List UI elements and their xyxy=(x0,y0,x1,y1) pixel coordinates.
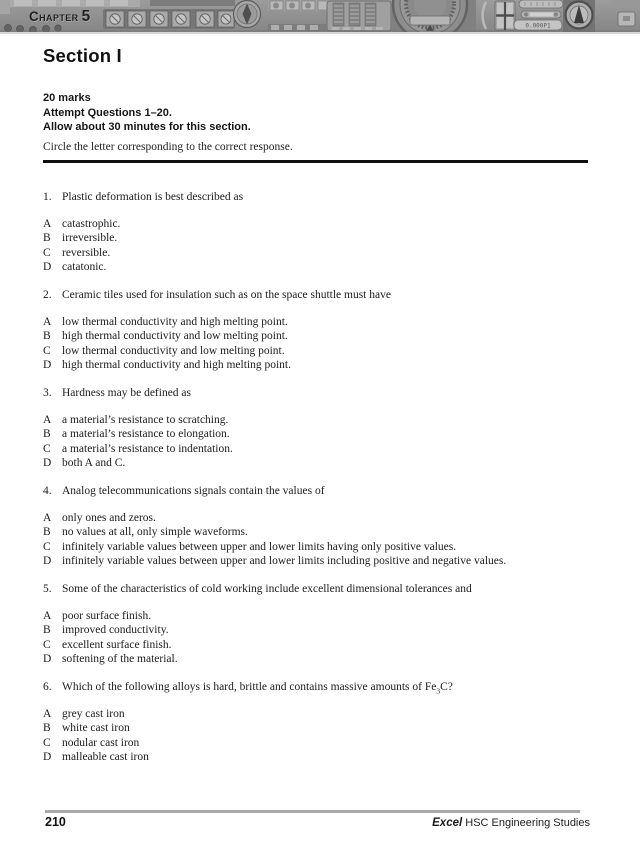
option-d xyxy=(43,456,588,471)
option-b xyxy=(43,231,588,246)
options xyxy=(43,609,588,667)
option-letter: B xyxy=(43,526,51,538)
book-title xyxy=(432,817,590,829)
question-text: Ceramic tiles used for insulation such as on the space shuttle must have xyxy=(62,288,391,301)
section-title: Section I xyxy=(43,45,122,66)
question-4 xyxy=(43,484,588,569)
option-b xyxy=(43,525,588,540)
options xyxy=(43,413,588,471)
option-letter: C xyxy=(43,246,51,259)
option-text: low thermal conductivity and high melting point. xyxy=(62,315,288,328)
option-text: infinitely variable values between upper and lower limits including positive and negative values. xyxy=(62,555,507,567)
question-3 xyxy=(43,386,588,471)
terminal-strip xyxy=(103,9,235,29)
question-number: 2. xyxy=(43,288,52,301)
option-text: a material’s resistance to scratching. xyxy=(62,413,229,426)
page-footer xyxy=(45,815,590,829)
option-text: a material’s resistance to elongation. xyxy=(62,428,230,440)
option-d xyxy=(43,750,588,765)
option-text: catastrophic. xyxy=(62,217,121,230)
option-letter: D xyxy=(43,261,52,273)
section-rule xyxy=(43,160,588,163)
option-text: irreversible. xyxy=(62,232,118,244)
option-d xyxy=(43,260,588,275)
chapter-number: 5 xyxy=(81,8,91,25)
question-text-start: Which of the following alloys is hard, brittle and contains massive amounts of Fe xyxy=(62,680,437,693)
options xyxy=(43,511,588,569)
readout-text: 0.000P1 xyxy=(525,22,551,30)
option-text: improved conductivity. xyxy=(62,624,169,636)
page-number: 210 xyxy=(45,815,66,829)
question-number: 1. xyxy=(43,190,52,203)
option-letter: A xyxy=(43,413,52,426)
option-text: poor surface finish. xyxy=(62,609,152,622)
option-text: high thermal conductivity and high melting point. xyxy=(62,359,292,371)
question-number: 4. xyxy=(43,484,52,497)
option-a xyxy=(43,511,588,526)
option-letter: A xyxy=(43,315,52,328)
option-text: both A and C. xyxy=(62,457,126,469)
question-text: Hardness may be defined as xyxy=(62,386,192,399)
question-number: 5. xyxy=(43,582,52,595)
option-c xyxy=(43,736,588,751)
option-a xyxy=(43,609,588,624)
option-letter: B xyxy=(43,428,51,440)
option-letter: C xyxy=(43,442,51,455)
option-letter: B xyxy=(43,330,51,342)
option-text: infinitely variable values between upper and lower limits having only positive values. xyxy=(62,540,457,553)
chapter-banner xyxy=(0,0,640,34)
question-text: Analog telecommunications signals contain the values of xyxy=(62,484,325,497)
question-text: Plastic deformation is best described as xyxy=(62,190,244,203)
option-b xyxy=(43,329,588,344)
option-b xyxy=(43,427,588,442)
option-a xyxy=(43,413,588,428)
option-b xyxy=(43,721,588,736)
question-5 xyxy=(43,582,588,667)
altimeter-gauge xyxy=(392,0,476,32)
section-content xyxy=(43,34,588,778)
option-b xyxy=(43,623,588,638)
scale-panel xyxy=(327,1,391,31)
option-letter: D xyxy=(43,653,52,665)
panel-bottom-shade xyxy=(0,30,640,32)
chapter-heading xyxy=(29,8,90,26)
question-1 xyxy=(43,190,588,275)
option-letter: A xyxy=(43,511,52,524)
option-text: a material’s resistance to indentation. xyxy=(62,442,233,455)
option-letter: B xyxy=(43,722,51,734)
option-d xyxy=(43,554,588,569)
option-text: only ones and zeros. xyxy=(62,511,156,524)
option-d xyxy=(43,652,588,667)
option-text: low thermal conductivity and low melting point. xyxy=(62,344,285,357)
option-text: no values at all, only simple waveforms. xyxy=(62,526,248,538)
option-text: white cast iron xyxy=(62,722,130,734)
question-text: Some of the characteristics of cold working include excellent dimensional tolerances and xyxy=(62,582,472,595)
options xyxy=(43,315,588,373)
chemical-subscript: 3 xyxy=(436,685,441,695)
option-text: softening of the material. xyxy=(62,653,178,665)
attempt-line: Attempt Questions 1–20. xyxy=(43,106,172,119)
option-text: high thermal conductivity and low melting point. xyxy=(62,330,288,342)
option-letter: B xyxy=(43,232,51,244)
compass-dial xyxy=(563,0,595,32)
option-a xyxy=(43,315,588,330)
option-c xyxy=(43,246,588,261)
question-6 xyxy=(43,680,588,765)
option-letter: D xyxy=(43,555,52,567)
option-letter: A xyxy=(43,217,52,230)
question-number: 6. xyxy=(43,680,52,693)
chapter-label: Chapter xyxy=(29,9,79,24)
option-letter: C xyxy=(43,736,51,749)
option-letter: D xyxy=(43,457,52,469)
footer-rule xyxy=(45,810,580,813)
option-c xyxy=(43,442,588,457)
option-text: excellent surface finish. xyxy=(62,638,172,651)
option-letter: C xyxy=(43,638,51,651)
time-line: Allow about 30 minutes for this section. xyxy=(43,121,251,133)
book-title-brand: Excel xyxy=(432,817,463,829)
question-text-end: C? xyxy=(440,680,453,693)
option-letter: B xyxy=(43,624,51,636)
option-letter: A xyxy=(43,609,52,622)
question-number: 3. xyxy=(43,386,52,399)
indicator-cross xyxy=(495,1,515,30)
option-text: nodular cast iron xyxy=(62,736,140,749)
option-c xyxy=(43,540,588,555)
option-letter: C xyxy=(43,344,51,357)
option-letter: D xyxy=(43,359,52,371)
question-list xyxy=(43,190,588,765)
option-d xyxy=(43,358,588,373)
options xyxy=(43,707,588,765)
marks-line: 20 marks xyxy=(43,92,91,104)
book-title-rest: HSC Engineering Studies xyxy=(462,817,590,829)
option-a xyxy=(43,217,588,232)
option-letter: C xyxy=(43,540,51,553)
rotary-knob xyxy=(234,1,261,28)
control-panel-photo xyxy=(0,0,640,32)
option-text: reversible. xyxy=(62,246,111,259)
option-text: catatonic. xyxy=(62,261,107,273)
readout-displays xyxy=(514,0,563,30)
option-c xyxy=(43,344,588,359)
option-letter: A xyxy=(43,707,52,720)
question-2 xyxy=(43,288,588,373)
option-letter: D xyxy=(43,751,52,763)
option-text: grey cast iron xyxy=(62,707,125,720)
instruction-line: Circle the letter corresponding to the correct response. xyxy=(43,140,293,153)
option-c xyxy=(43,638,588,653)
question-text xyxy=(62,680,588,694)
option-a xyxy=(43,707,588,722)
option-text: malleable cast iron xyxy=(62,751,149,763)
options xyxy=(43,217,588,275)
section-intro xyxy=(43,91,588,135)
